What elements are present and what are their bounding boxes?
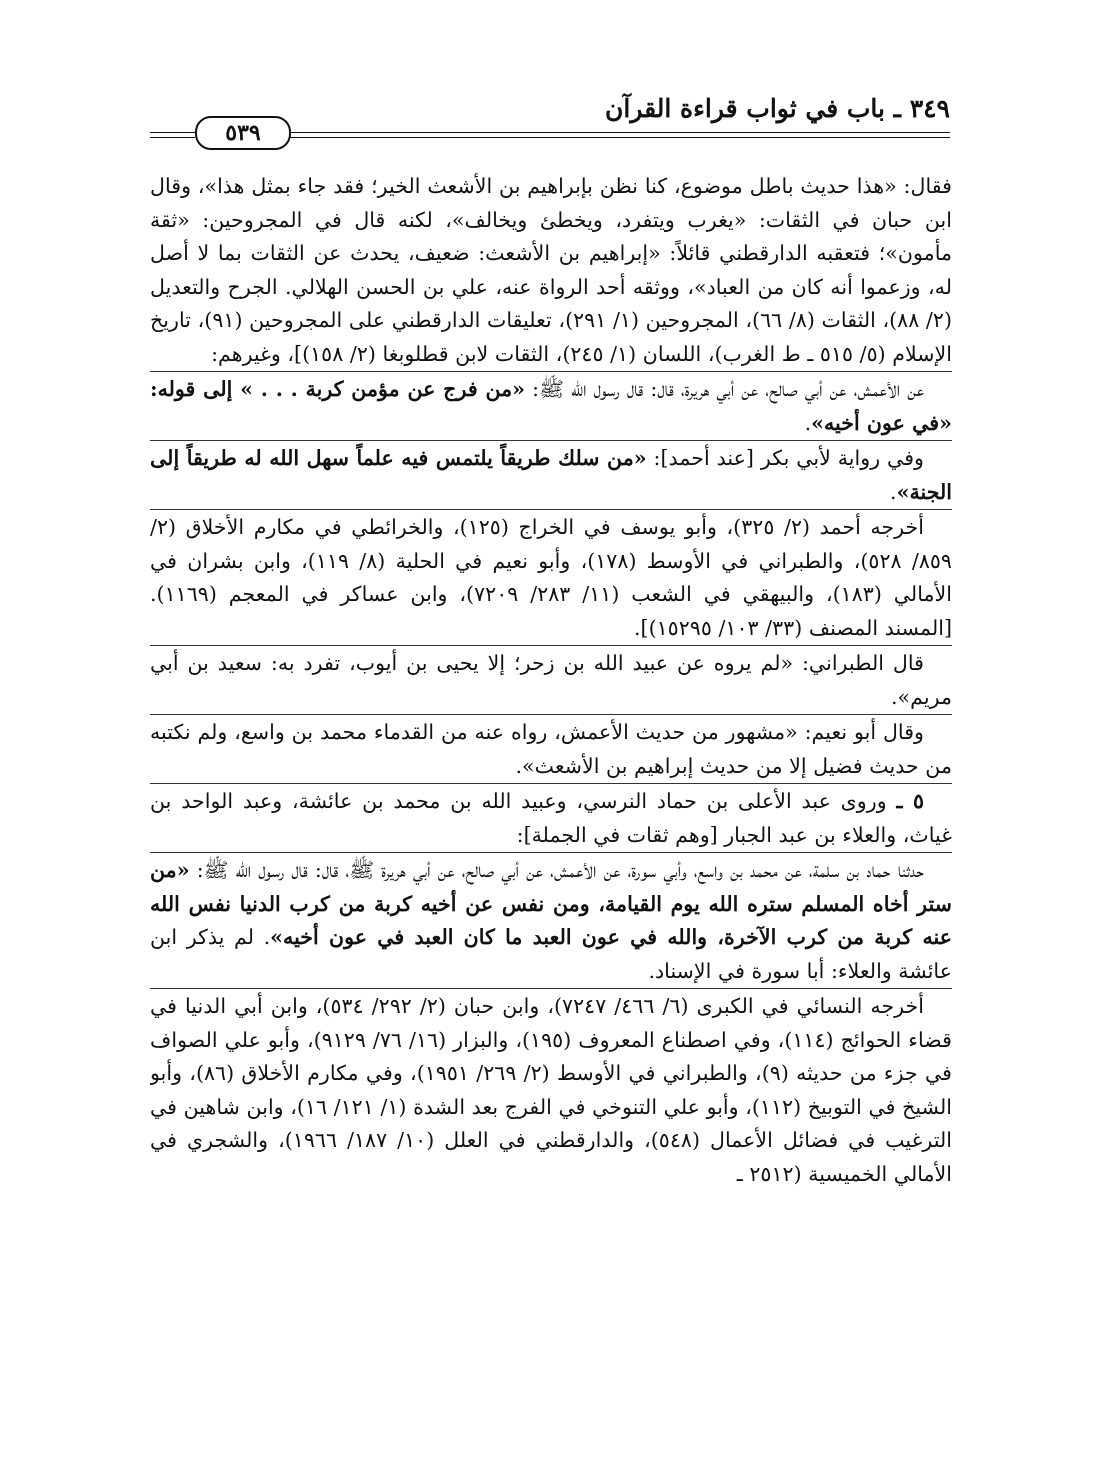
bold-text-run: ٥ ـ — [896, 789, 924, 813]
text-run: . — [804, 410, 812, 435]
text-run: أخرجه أحمد (٢/ ٣٢٥)، وأبو يوسف في الخراج (١٢٥)، والخرائطي في مكارم الأخلاق (٢/ ٨٥٩/ ٥٢٨)، والطبراني في الأوسط (١٧٨)، وأبو نعيم في الحلية (٨/ ١١٩)، وابن بشران في الأمالي (١٨٣)، والبيهقي في الشعب (١١/ ٢٨٣/ ٧٢٠٩)، وابن عساكر في المعجم (١١٦٩). [المسند المصنف (٣٣/ ١٠٣/ ١٥٢٩٥)]. — [150, 515, 952, 640]
paragraph — [150, 988, 952, 1191]
text-run: وفي رواية لأبي بكر [عند أحمد]: — [646, 446, 925, 470]
page-header — [150, 92, 950, 152]
paragraph — [150, 852, 952, 988]
bold-text-run: «من فرج عن مؤمن كربة . . . » إلى قوله: «في عون أخيه» — [150, 377, 952, 435]
paragraph — [150, 170, 952, 371]
header-rule-top — [290, 132, 950, 133]
text-run: فقال: «هذا حديث باطل موضوع، كنا نظن بإبراهيم بن الأشعث الخير؛ فقد جاء بمثل هذا»، وقال ابن حبان في الثقات: «يغرب ويتفرد، ويخطئ ويخالف»، لكنه قال في المجروحين: «ثقة مأمون»؛ فتعقبه الدارقطني قائلاً: «إبراهيم بن الأشعث: ضعيف، يحدث عن الثقات بما لا أصل له، وزعموا أنه كان من العباد»، ووثقه أحد الرواة عنه، علي بن الحسن الهلالي. الجرح والتعديل (٢/ ٨٨)، الثقات (٨/ ٦٦)، المجروحين (١/ ٢٩١)، تعليقات الدارقطني على المجروحين (٩١)، تاريخ الإسلام (٥/ ٥١٥ ـ ط الغرب)، اللسان (١/ ٢٤٥)، الثقات لابن قطلوبغا (٢/ ١٥٨)]، وغيرهم: — [150, 174, 952, 366]
text-run: عن الأعمش، عن أبي صالح، عن أبي هريرة، قال: قال رسول الله ﷺ: — [525, 377, 924, 401]
bold-text-run: «من ستر أخاه المسلم ستره الله يوم القيامة، ومن نفس عن أخيه كربة من كرب الدنيا نفس الله عنه كربة من كرب الآخرة، والله في عون العبد ما كان العبد في عون أخيه» — [150, 858, 952, 949]
chapter-title: ٣٤٩ ـ باب في ثواب قراءة القرآن — [605, 94, 950, 123]
text-run: . لم يذكر ابن عائشة والعلاء: أبا سورة في الإسناد. — [150, 925, 952, 983]
bold-text-run: «من سلك طريقاً يلتمس فيه علماً سهل الله له طريقاً إلى الجنة» — [150, 446, 952, 504]
text-run: وقال أبو نعيم: «مشهور من حديث الأعمش، رواه عنه من القدماء محمد بن واسع، ولم نكتبه من حديث فضيل إلا من حديث إبراهيم بن الأشعث». — [150, 720, 952, 778]
header-rule-bottom — [290, 137, 950, 138]
paragraph — [150, 783, 952, 852]
page-number: ٥٣٩ — [195, 116, 291, 150]
text-run: حدثنا حماد بن سلمة، عن محمد بن واسع، وأبي سورة، عن الأعمش، عن أبي صالح، عن أبي هريرة ﷺ، قال: قال رسول الله ﷺ: — [189, 858, 924, 882]
text-run: أخرجه النسائي في الكبرى (٦/ ٤٦٦/ ٧٢٤٧)، وابن حبان (٢/ ٢٩٢/ ٥٣٤)، وابن أبي الدنيا في قضاء الحوائج (١١٤)، وفي اصطناع المعروف (١٩٥)، والبزار (١٦/ ٧٦/ ٩١٢٩)، وأبو علي الصواف في جزء من حديثه (٩)، والطبراني في الأوسط (٢/ ٢٦٩/ ١٩٥١)، وفي مكارم الأخلاق (٨٦)، وأبو الشيخ في التوبيخ (١١٢)، وأبو علي التنوخي في الفرج بعد الشدة (١/ ١٢١/ ١٦)، وابن شاهين في الترغيب في فضائل الأعمال (٥٤٨)، والدارقطني في العلل (١٠/ ١٨٧/ ١٩٦٦)، والشجري في الأمالي الخميسية (٢٥١٢ ـ — [150, 994, 952, 1186]
paragraph — [150, 371, 952, 440]
text-run: . — [890, 479, 897, 504]
header-rule-left-top — [150, 132, 195, 133]
paragraph — [150, 714, 952, 783]
main-text — [150, 170, 952, 1440]
text-run: وروى عبد الأعلى بن حماد النرسي، وعبيد الله بن محمد بن عائشة، وعبد الواحد بن غياث، والعلاء بن عبد الجبار [وهم ثقات في الجملة]: — [150, 789, 952, 847]
paragraph — [150, 645, 952, 714]
text-run: قال الطبراني: «لم يروه عن عبيد الله بن زحر؛ إلا يحيى بن أيوب، تفرد به: سعيد بن أبي مريم». — [150, 651, 952, 709]
paragraph — [150, 509, 952, 645]
header-rule-left-bottom — [150, 137, 195, 138]
paragraph — [150, 440, 952, 509]
